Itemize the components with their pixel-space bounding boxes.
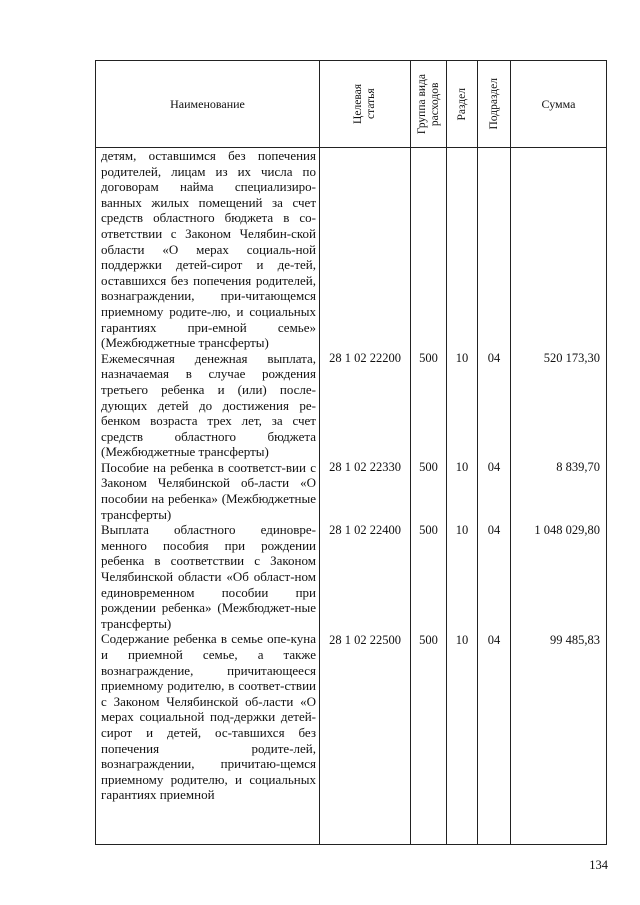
article-cell: [320, 148, 411, 845]
group-value: 500: [419, 633, 438, 647]
group-value: 500: [419, 523, 438, 537]
section-value: 10: [455, 523, 469, 537]
subsection-value: 04: [487, 460, 501, 474]
name-paragraph: Выплата областного единовре-менного пособия при рождении ребенка в соответствии с Законом Челябинской области «Об област-ном единовременном пособии при рождении ребенка» (Межбюджет-ные трансферты): [101, 522, 316, 631]
article-value: 28 1 02 22330: [329, 460, 401, 474]
sum-value: 8 839,70: [556, 460, 600, 474]
group-value: 500: [419, 351, 438, 365]
header-expense-group: [411, 61, 447, 148]
article-value: 28 1 02 22500: [329, 633, 401, 647]
name-paragraph: детям, оставшимся без попечения родителей, лицам из их числа по договорам найма специализиро-ванных жилых помещений за счет средств областного бюджета в со-ответствии с Законом Челябин-ской области «О мерах социаль-ной поддержки детей-сирот и де-тей, оставшихся без попечения родителей, вознаграждении, при-читающемся приемному родите-лю, и социальных гарантиях при-емной семье» (Межбюджетные трансферты): [101, 148, 316, 351]
header-section: [447, 61, 478, 148]
header-expense-group-label: Группа вида расходов: [415, 73, 441, 135]
budget-table: [95, 60, 607, 845]
header-target-article: [320, 61, 411, 148]
table-body-row: [96, 148, 607, 845]
subsection-value: 04: [487, 523, 501, 537]
section-value: 10: [455, 460, 469, 474]
name-paragraph: Содержание ребенка в семье опе-куна и приемной семье, а также вознаграждение, причитающееся приемному родителю, в соответ-ствии с Законом Челябинской об-ласти «О мерах социальной под-держки детей-сирот и детей, ос-тавшихся без попечения родите-лей, вознаграждении, причитаю-щемся приемному родителю, и социальных гарантиях приемной: [101, 631, 316, 803]
sum-value: 99 485,83: [550, 633, 600, 647]
header-section-label: Раздел: [455, 87, 468, 121]
group-cell: [411, 148, 447, 845]
header-subsection-label: Подраздел: [487, 78, 500, 130]
sum-value: 520 173,30: [543, 351, 600, 365]
article-value: 28 1 02 22400: [329, 523, 401, 537]
subsection-value: 04: [487, 351, 501, 365]
name-paragraph: Пособие на ребенка в соответст-вии с Законом Челябинской об-ласти «О пособии на ребенка» (Межбюджетные трансферты): [101, 459, 316, 522]
sum-value: 1 048 029,80: [534, 523, 600, 537]
sum-cell: [511, 148, 607, 845]
subsection-value: 04: [487, 633, 501, 647]
header-sum: Сумма: [511, 61, 607, 148]
section-value: 10: [455, 351, 469, 365]
name-paragraph: Ежемесячная денежная выплата, назначаемая в случае рождения третьего ребенка и (или) после-дующих детей до достижения ре-бенком возраста трех лет, за счет средств областного бюджета (Межбюджетные трансферты): [101, 350, 316, 460]
group-value: 500: [419, 460, 438, 474]
section-value: 10: [455, 633, 469, 647]
article-value: 28 1 02 22200: [329, 351, 401, 365]
header-target-article-label: Целевая статья: [352, 84, 377, 124]
header-row: [96, 61, 607, 148]
section-cell: [447, 148, 478, 845]
subsection-cell: [478, 148, 511, 845]
name-cell: [96, 148, 320, 845]
header-name: Наименование: [96, 61, 320, 148]
page-number: 134: [589, 858, 608, 872]
header-subsection: [478, 61, 511, 148]
